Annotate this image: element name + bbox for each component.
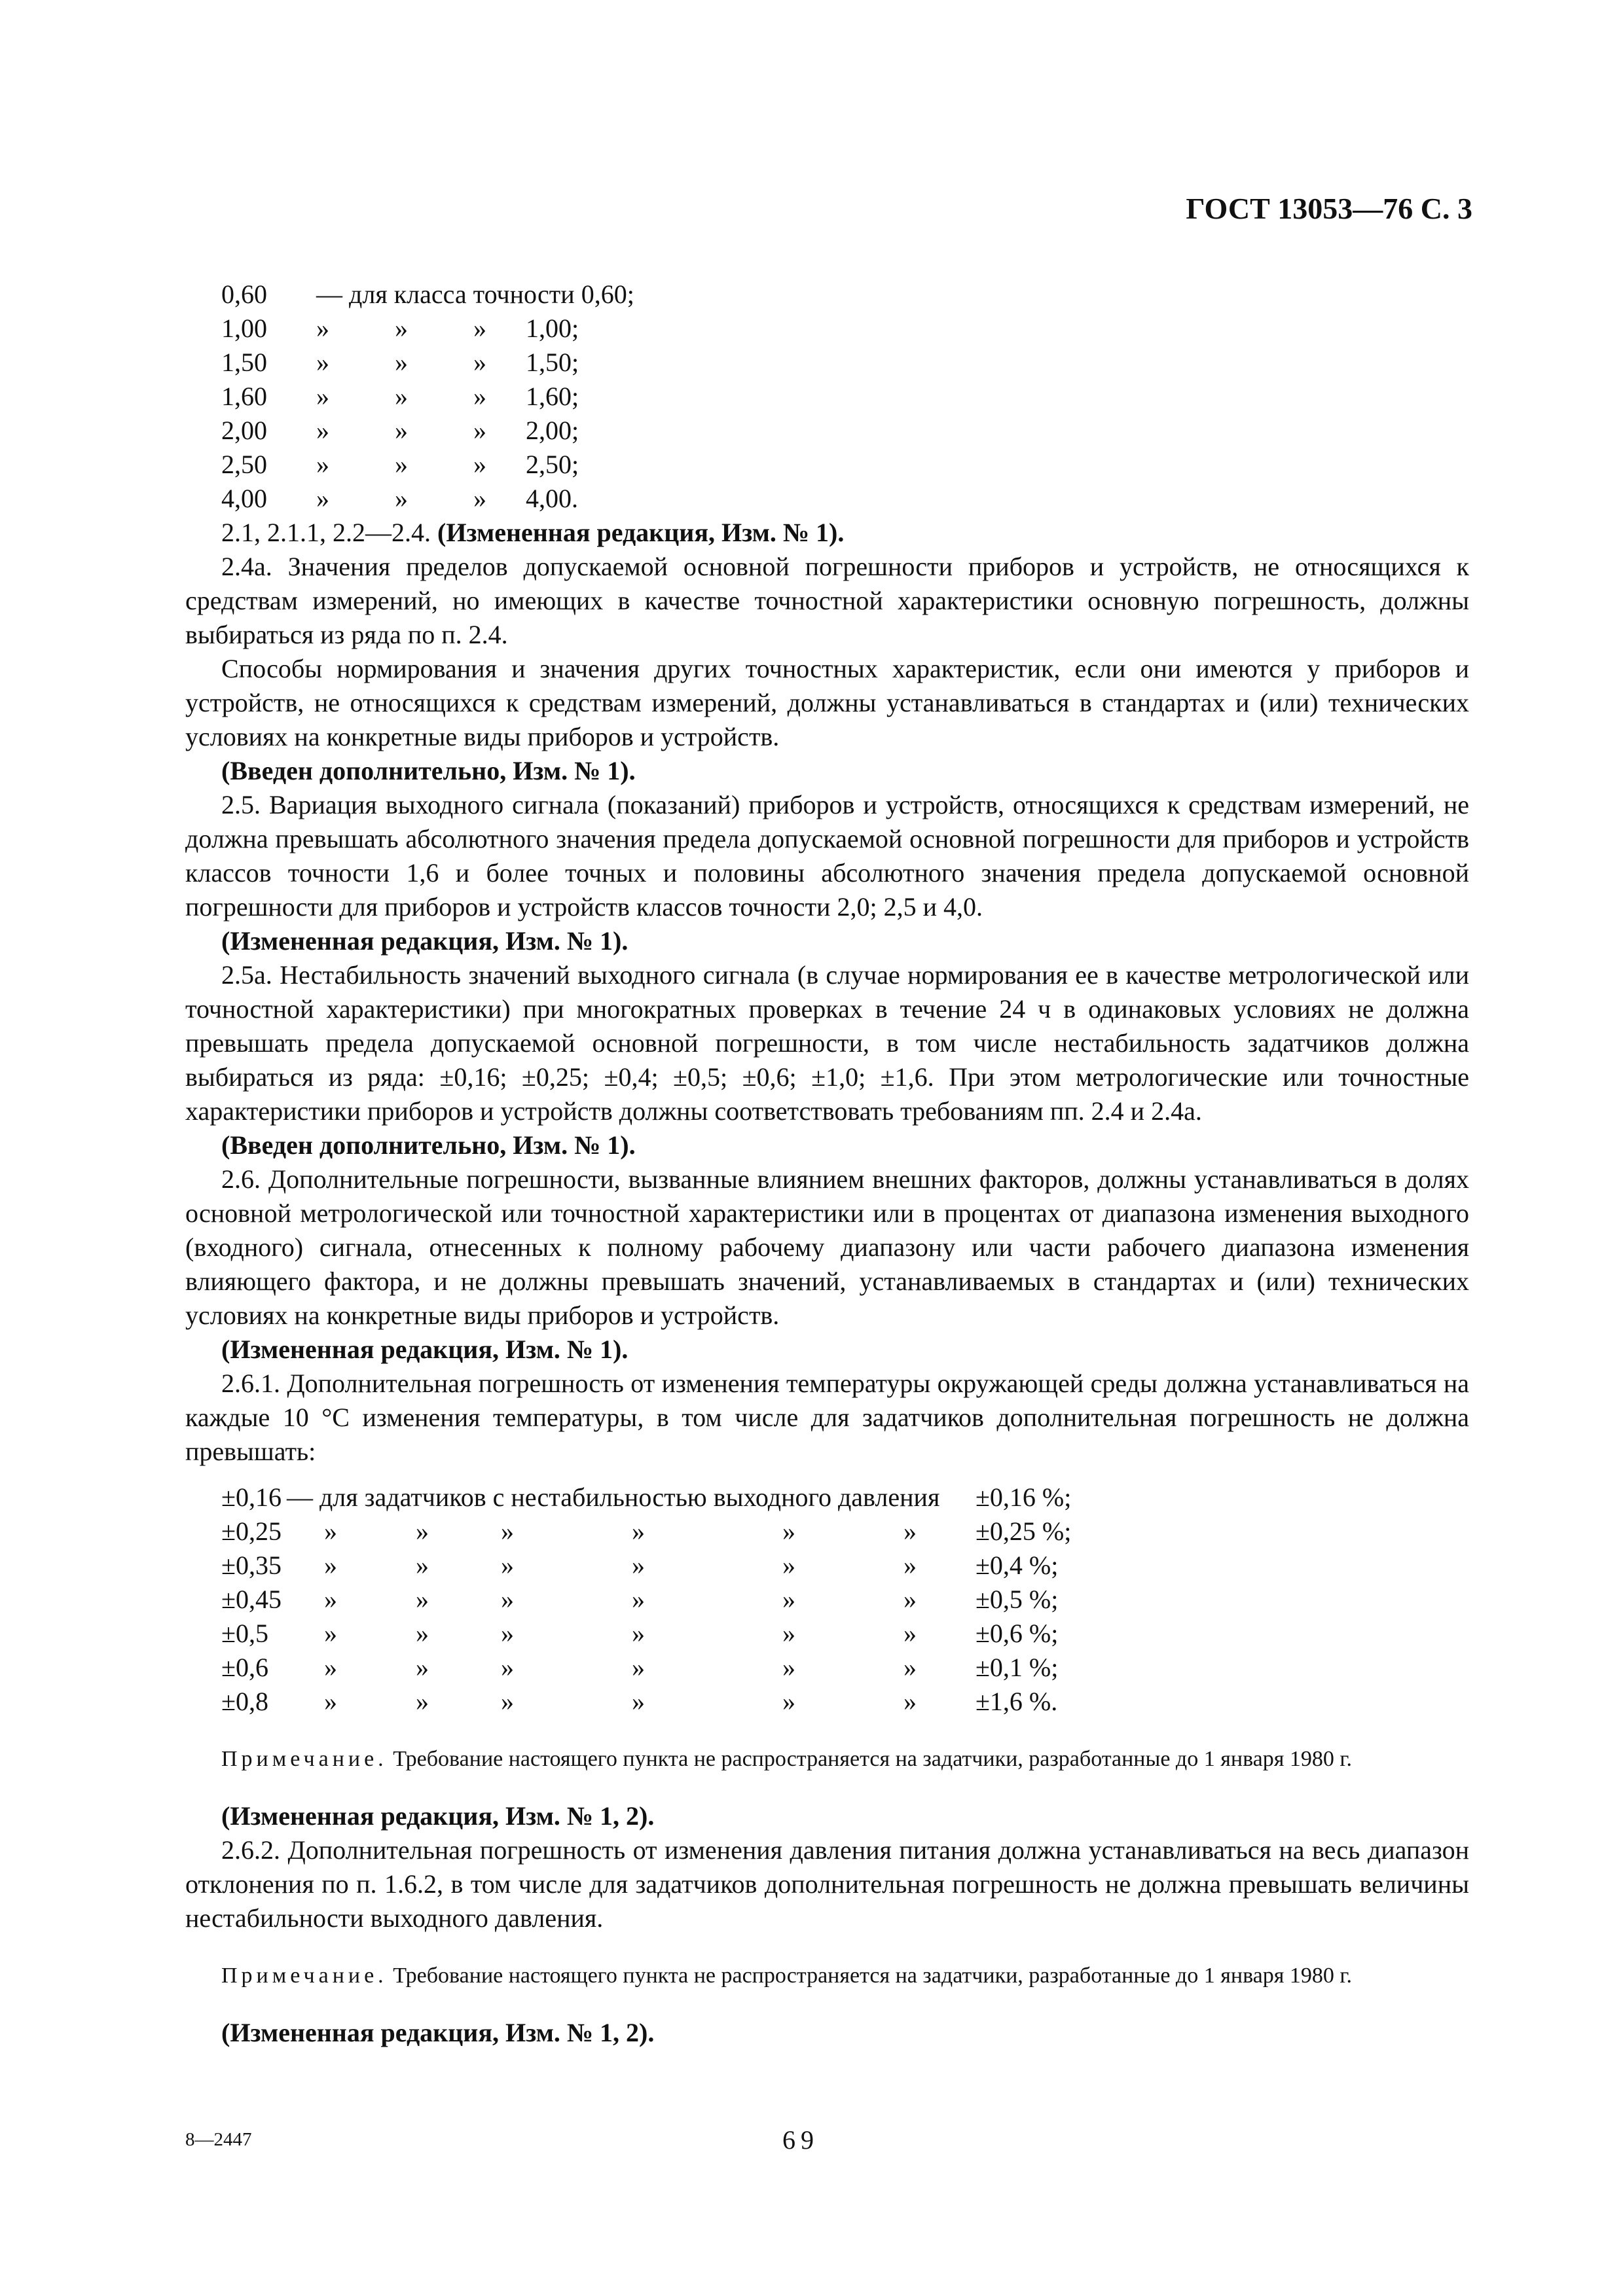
list-item: 2,50 » » » 2,50; xyxy=(221,450,579,479)
table-row: ±0,6 » » » » » » ±0,1 %; xyxy=(221,1653,1059,1682)
amendment-note: (Измененная редакция, Изм. № 1, 2). xyxy=(221,1801,655,1831)
list-item: 1,60 » » » 1,60; xyxy=(221,382,579,411)
page-header: ГОСТ 13053—76 С. 3 xyxy=(1186,192,1472,225)
paragraph: 2.5. Вариация выходного сигнала (показаний) приборов и устройств, относящихся к средствам измерений, не должна превышать абсолютного значения предела допускаемой основной погрешности для приборов и устройств классов точности 1,6 и более точных и половины абсолютного значения предела допускаемой основной погрешности для приборов и устройств классов точности 2,0; 2,5 и 4,0. xyxy=(185,790,1469,922)
print-code: 8—2447 xyxy=(185,2129,252,2150)
additional-error-table xyxy=(221,1480,1071,1719)
note: Примечание. Требование настоящего пункта не распространяется на задатчики, разработанные до 1 января 1980 г. xyxy=(221,1964,1353,1988)
table-row: ±0,25 » » » » » » ±0,25 %; xyxy=(221,1516,1072,1546)
paragraph: Способы нормирования и значения других точностных характеристик, если они имеются у приборов и устройств, не относящихся к средствам измерений, должны устанавливаться в стандартах и (или) технических условиях на конкретные виды приборов и устройств. xyxy=(185,654,1469,751)
paragraph: 2.6.2. Дополнительная погрешность от изменения давления питания должна устанавливаться на весь диапазон отклонения по п. 1.6.2, в том числе для задатчиков дополнительная погрешность не должна превышать величины нестабильности выходного давления. xyxy=(185,1835,1469,1933)
list-item: 1,00 » » » 1,00; xyxy=(221,314,579,343)
table-row: ±0,45 » » » » » » ±0,5 %; xyxy=(221,1585,1059,1614)
accuracy-class-list xyxy=(185,278,1469,516)
table-row: ±0,16 — для задатчиков с нестабильностью выходного давления ±0,16 %; xyxy=(221,1482,1072,1512)
table-row: ±0,8 » » » » » » ±1,6 %. xyxy=(221,1687,1058,1716)
amendment-note: (Введен дополнительно, Изм. № 1). xyxy=(221,756,636,785)
table-row: ±0,5 » » » » » » ±0,6 %; xyxy=(221,1619,1059,1648)
list-item: 2,00 » » » 2,00; xyxy=(221,416,579,445)
list-item: 1,50 » » » 1,50; xyxy=(221,348,579,377)
table-row: ±0,35 » » » » » » ±0,4 %; xyxy=(221,1551,1059,1580)
list-item: 0,60 — для класса точности 0,60; xyxy=(221,279,634,309)
paragraph: 2.6. Дополнительные погрешности, вызванные влиянием внешних факторов, должны устанавливаться в долях основной метрологической или точностной характеристики или в процентах от диапазона изменения выходного (входного) сигнала, отнесенных к полному рабочему диапазону или части рабочего диапазона изменения влияющего фактора, и не должны превышать значений, устанавливаемых в стандартах и (или) технических условиях на конкретные виды приборов и устройств. xyxy=(185,1164,1469,1330)
paragraph: 2.5а. Нестабильность значений выходного сигнала (в случае нормирования ее в качестве метрологической или точностной характеристики) при многократных проверках в течение 24 ч в одинаковых условиях не должна превышать предела допускаемой основной погрешности, в том числе нестабильность задатчиков должна выбираться из ряда: ±0,16; ±0,25; ±0,4; ±0,5; ±0,6; ±1,0; ±1,6. При этом метрологические или точностные характеристики приборов и устройств должны соответствовать требованиям пп. 2.4 и 2.4а. xyxy=(185,960,1469,1126)
note: Примечание. Требование настоящего пункта не распространяется на задатчики, разработанные до 1 января 1980 г. xyxy=(221,1747,1353,1771)
document-body xyxy=(185,278,1469,2050)
paragraph: 2.4а. Значения пределов допускаемой основной погрешности приборов и устройств, не относящихся к средствам измерений, но имеющих в качестве точностной характеристики основную погрешность, должны выбираться из ряда по п. 2.4. xyxy=(185,552,1469,649)
paragraph: 2.1, 2.1.1, 2.2—2.4. (Измененная редакция, Изм. № 1). xyxy=(221,518,845,547)
amendment-note: (Измененная редакция, Изм. № 1, 2). xyxy=(221,2018,655,2047)
paragraph: 2.6.1. Дополнительная погрешность от изменения температуры окружающей среды должна устанавливаться на каждые 10 °С изменения температуры, в том числе для задатчиков дополнительная погрешность не должна превышать: xyxy=(185,1369,1469,1466)
list-item: 4,00 » » » 4,00. xyxy=(221,484,578,513)
amendment-note: (Введен дополнительно, Изм. № 1). xyxy=(221,1130,636,1160)
amendment-note: (Измененная редакция, Изм. № 1). xyxy=(221,1335,629,1364)
amendment-note: (Измененная редакция, Изм. № 1). xyxy=(221,926,629,956)
page-number: 69 xyxy=(782,2125,819,2155)
